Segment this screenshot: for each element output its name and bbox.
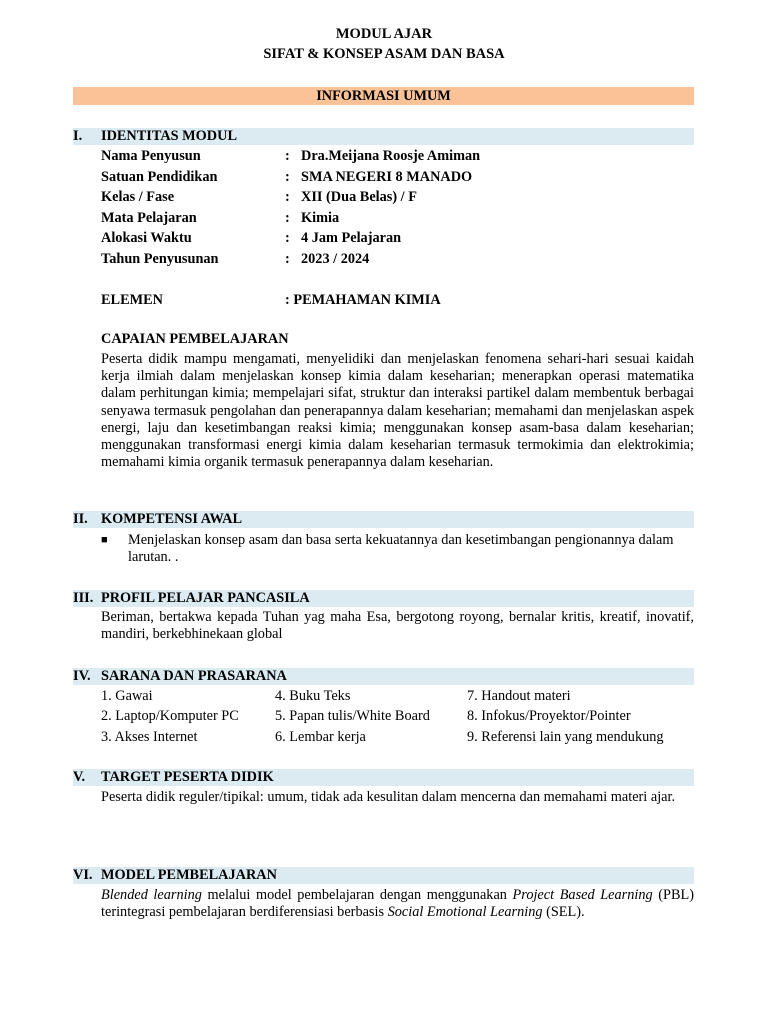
sarana-item: 2. Laptop/Komputer PC xyxy=(101,708,239,724)
section-number: V. xyxy=(73,769,86,785)
section-number: II. xyxy=(73,511,88,527)
model-text-part: (SEL). xyxy=(542,904,585,921)
section-target xyxy=(73,769,694,786)
section-identitas xyxy=(73,128,694,145)
section-model xyxy=(73,867,694,884)
identity-key: Nama Penyusun xyxy=(101,148,201,164)
sarana-item: 7. Handout materi xyxy=(467,688,571,704)
model-text-part: melalui model pembelajaran dengan menggunakan xyxy=(201,887,513,903)
section-number: I. xyxy=(73,128,83,144)
model-text-part: (PBL) terintegrasi pembelajaran berdiferensiasi berbasis xyxy=(101,887,694,921)
target-text: Peserta didik reguler/tipikal: umum, tidak ada kesulitan dalam mencerna dan memahami materi ajar. xyxy=(101,789,676,805)
identity-key: Alokasi Waktu xyxy=(101,230,192,246)
section-label: IDENTITAS MODUL xyxy=(101,128,237,144)
identity-value: 2023 / 2024 xyxy=(301,251,370,267)
identity-sep: : xyxy=(285,169,290,185)
model-term-sel: Social Emotional Learning xyxy=(387,904,543,921)
section-number: IV. xyxy=(73,668,91,684)
identity-sep: : xyxy=(285,251,290,267)
identity-sep: : xyxy=(285,189,290,205)
identity-key: Mata Pelajaran xyxy=(101,210,197,226)
identity-key: Tahun Penyusunan xyxy=(101,251,219,267)
capaian-heading: CAPAIAN PEMBELAJARAN xyxy=(101,331,289,347)
section-label: PROFIL PELAJAR PANCASILA xyxy=(101,590,310,606)
sarana-item: 8. Infokus/Proyektor/Pointer xyxy=(467,708,631,724)
section-profil xyxy=(73,590,694,607)
identity-key: Kelas / Fase xyxy=(101,189,175,205)
bullet-square-icon: ■ xyxy=(101,534,108,546)
identity-sep: : xyxy=(285,148,290,164)
section-label: TARGET PESERTA DIDIK xyxy=(101,769,274,785)
section-number: VI. xyxy=(73,867,93,883)
model-text xyxy=(101,887,694,921)
sarana-item: 9. Referensi lain yang mendukung xyxy=(467,729,664,745)
model-term-pbl: Project Based Learning xyxy=(512,887,653,903)
sarana-item: 6. Lembar kerja xyxy=(275,729,366,745)
identity-sep: : xyxy=(285,230,290,246)
identity-value: XII (Dua Belas) / F xyxy=(301,189,417,205)
info-banner: INFORMASI UMUM xyxy=(73,87,694,105)
kompetensi-text: Menjelaskan konsep asam dan basa serta kekuatannya dan kesetimbangan pengionannya dalam larutan. . xyxy=(128,532,674,566)
elemen-value: : PEMAHAMAN KIMIA xyxy=(285,292,441,308)
sarana-item: 3. Akses Internet xyxy=(101,729,198,745)
identity-sep: : xyxy=(285,210,290,226)
elemen-key: ELEMEN xyxy=(101,292,163,308)
section-sarana xyxy=(73,668,694,685)
model-term-blended: Blended learning xyxy=(101,887,202,903)
section-kompetensi xyxy=(73,511,694,528)
identity-value: SMA NEGERI 8 MANADO xyxy=(301,169,473,185)
doc-title: MODUL AJAR xyxy=(335,26,433,42)
capaian-text: Peserta didik mampu mengamati, menyelidiki dan menjelaskan fenomena sehari-hari sesuai kaidah kerja ilmiah dalam menjelaskan konsep kimia dalam keseharian; menerapkan operasi matematika dalam perhitungan kimia; mempelajari sifat, struktur dan interaksi partikel dalam membentuk berbagai senyawa termasuk pengolahan dan penerapannya dalam keseharian; memahami dan menjelaskan aspek energi, laju dan kesetimbangan reaksi kimia; menggunakan konsep asam-basa dalam keseharian; menggunakan transformasi energi kimia dalam keseharian termasuk termokimia dan elektrokimia; memahami kimia organik termasuk penerapannya dalam keseharian. xyxy=(101,351,694,471)
doc-subtitle: SIFAT & KONSEP ASAM DAN BASA xyxy=(263,46,505,62)
sarana-item: 1. Gawai xyxy=(101,688,153,704)
profil-text: Beriman, bertakwa kepada Tuhan yag maha Esa, bergotong royong, bernalar kritis, kreatif, inovatif, mandiri, berkebhinekaan global xyxy=(101,609,694,643)
identity-value: 4 Jam Pelajaran xyxy=(301,230,402,246)
identity-key: Satuan Pendidikan xyxy=(101,169,218,185)
section-number: III. xyxy=(73,590,94,606)
sarana-item: 4. Buku Teks xyxy=(275,688,351,704)
identity-value: Dra.Meijana Roosje Amiman xyxy=(301,148,481,164)
section-label: SARANA DAN PRASARANA xyxy=(101,668,287,684)
section-label: MODEL PEMBELAJARAN xyxy=(101,867,277,883)
identity-value: Kimia xyxy=(301,210,340,226)
section-label: KOMPETENSI AWAL xyxy=(101,511,243,527)
sarana-item: 5. Papan tulis/White Board xyxy=(275,708,430,724)
